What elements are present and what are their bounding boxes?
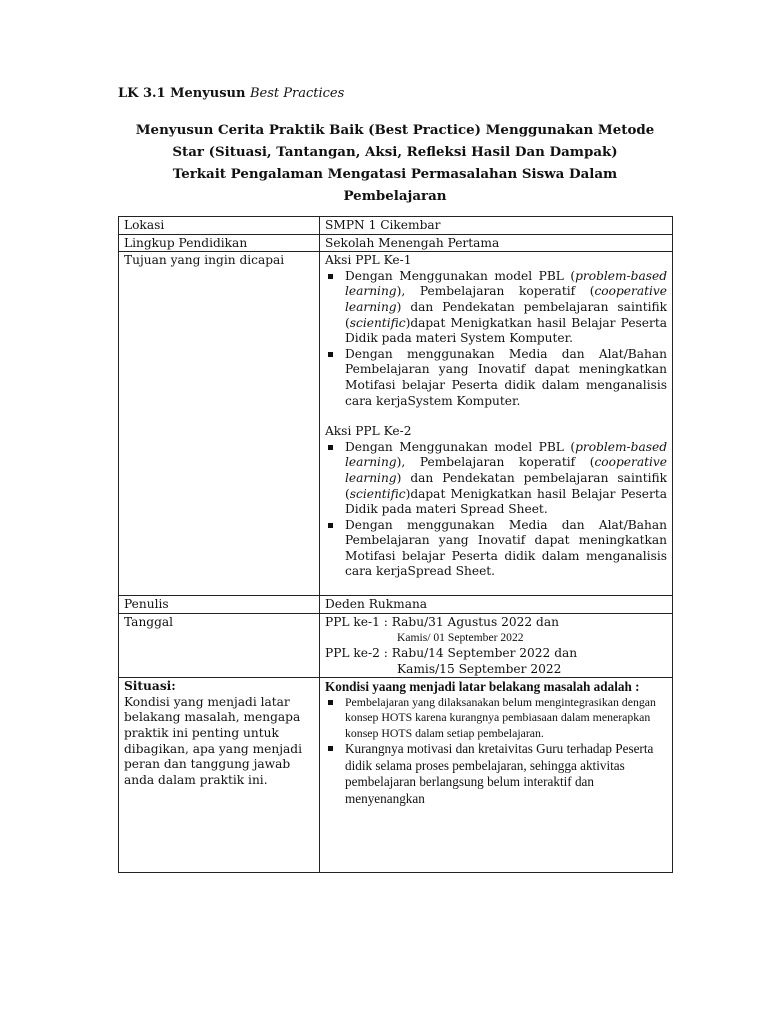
title-line-2: Star (Situasi, Tantangan, Aksi, Refleksi Hasil Dan Dampak) [172,144,618,160]
aksi2-bullet-1: Dengan Menggunakan model PBL (problem-based learning), Pembelajaran koperatif (cooperative learning) dan Pendekatan pembelajaran saintifik (scientific)dapat Menigkatkan hasil Belajar Peserta Didik pada materi Spread Sheet. [325,440,667,518]
situasi-content-title: Kondisi yaang menjadi latar belakang masalah adalah : [325,679,640,695]
aksi1-heading: Aksi PPL Ke-1 [325,253,412,268]
label-lokasi: Lokasi [119,217,320,235]
lk-heading [118,86,344,101]
value-situasi [320,678,673,873]
lk-heading-prefix: LK 3.1 Menyusun [118,86,250,101]
aksi2-heading: Aksi PPL Ke-2 [325,424,412,439]
tanggal-ppl2-line2: Kamis/15 September 2022 [397,661,562,676]
page-title [118,119,672,207]
value-tujuan [320,252,673,596]
tanggal-ppl2-line1: PPL ke-2 : Rabu/14 September 2022 dan [325,645,578,660]
situasi-label-text: Kondisi yang menjadi latar belakang masalah, mengapa praktik ini penting untuk dibagikan, apa yang menjadi peran dan tanggung jawab anda dalam praktik ini. [124,694,302,787]
situasi-bullet-2: Kurangnya motivasi dan kretaivitas Guru terhadap Peserta didik selama proses pembelajaran, sehingga aktivitas pembelajaran berlangsung belum interaktif dan menyenangkan [325,741,667,807]
label-lingkup: Lingkup Pendidikan [119,234,320,252]
row-penulis [119,596,673,614]
value-lokasi: SMPN 1 Cikembar [320,217,673,235]
aksi2-list [325,440,667,580]
situasi-list [325,695,667,808]
label-penulis: Penulis [119,596,320,614]
label-situasi [119,678,320,873]
row-lingkup [119,234,673,252]
aksi1-list [325,269,667,409]
tanggal-ppl1-line1: PPL ke-1 : Rabu/31 Agustus 2022 dan [325,614,559,629]
title-line-4: Pembelajaran [343,188,447,204]
spacer [325,409,667,424]
best-practice-table [118,216,673,873]
value-lingkup: Sekolah Menengah Pertama [320,234,673,252]
aksi1-bullet-2: Dengan menggunakan Media dan Alat/Bahan Pembelajaran yang Inovatif dapat meningkatkan Motifasi belajar Peserta didik dalam menganalisis cara kerjaSystem Komputer. [325,347,667,409]
row-tanggal [119,613,673,677]
title-line-3: Terkait Pengalaman Mengatasi Permasalahan Siswa Dalam [172,166,618,182]
situasi-label-bold: Situasi: [124,679,176,694]
situasi-bullet-1: Pembelajaran yang dilaksanakan belum mengintegrasikan dengan konsep HOTS karena kurangnya pembiasaan dalam menerapkan konsep HOTS dalam setiap pembelajaran. [325,695,667,742]
value-penulis: Deden Rukmana [320,596,673,614]
label-tanggal: Tanggal [119,613,320,677]
value-tanggal [320,613,673,677]
row-lokasi [119,217,673,235]
label-tujuan: Tujuan yang ingin dicapai [119,252,320,596]
row-situasi [119,678,673,873]
title-line-1: Menyusun Cerita Praktik Baik (Best Practice) Menggunakan Metode [135,122,655,138]
row-tujuan [119,252,673,596]
aksi1-bullet-1: Dengan Menggunakan model PBL (problem-based learning), Pembelajaran koperatif (cooperative learning) dan Pendekatan pembelajaran saintifik (scientific)dapat Menigkatkan hasil Belajar Peserta Didik pada materi System Komputer. [325,269,667,347]
tanggal-ppl1-line2: Kamis/ 01 September 2022 [397,631,524,645]
lk-heading-italic: Best Practices [249,86,345,101]
aksi2-bullet-2: Dengan menggunakan Media dan Alat/Bahan Pembelajaran yang Inovatif dapat meningkatkan Motifasi belajar Peserta didik dalam menganalisis cara kerjaSpread Sheet. [325,518,667,580]
